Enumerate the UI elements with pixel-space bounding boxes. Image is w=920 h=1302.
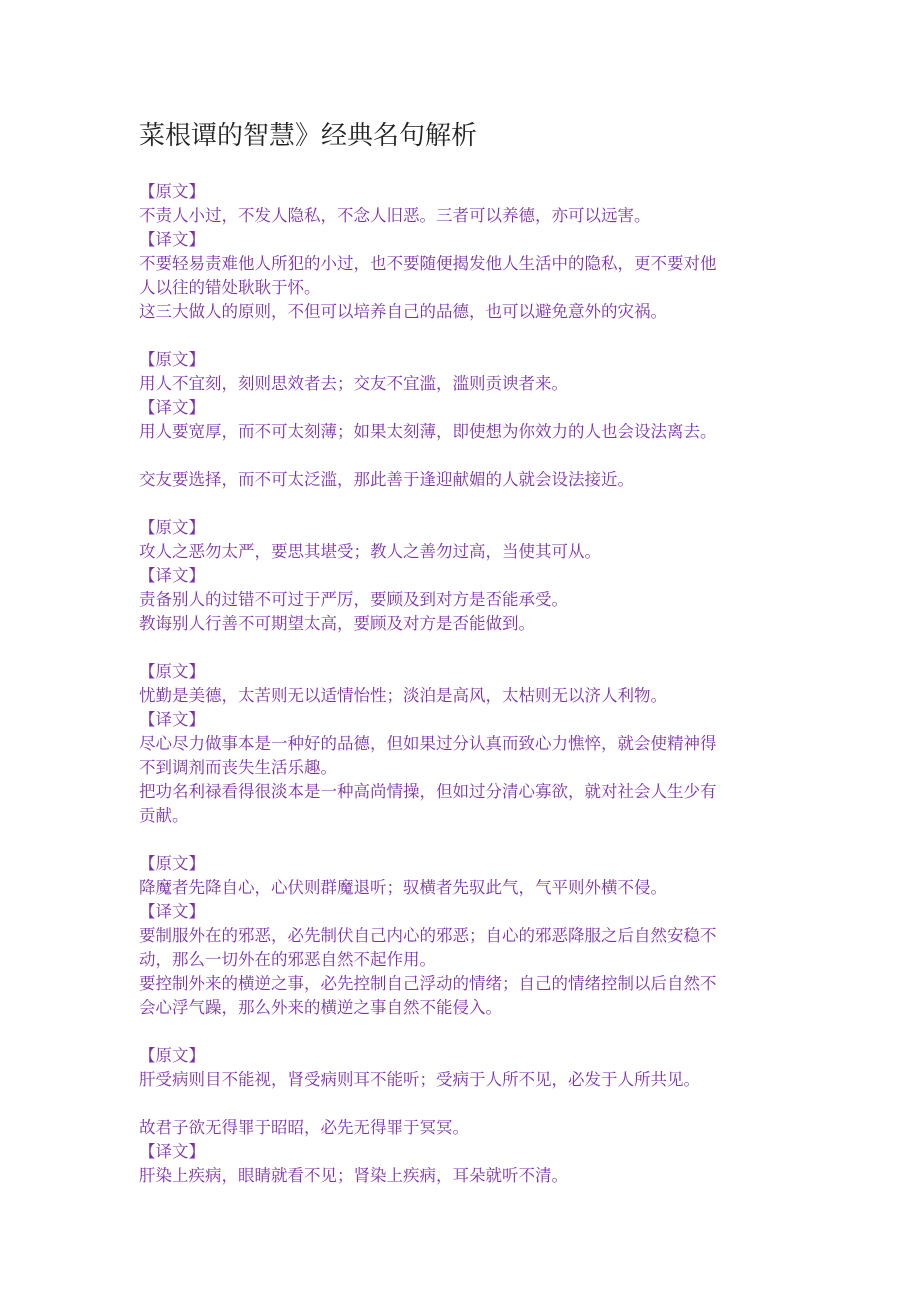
paragraph-line: 尽心尽力做事本是一种好的品德，但如果过分认真而致心力憔悴，就会使精神得	[139, 734, 717, 753]
blank-line	[139, 828, 789, 852]
paragraph-line: 不要轻易责难他人所犯的小过，也不要随便揭发他人生活中的隐私，更不要对他	[139, 254, 717, 273]
paragraph-line: 把功名利禄看得很淡本是一种高尚情操，但如过分清心寡欲，就对社会人生少有	[139, 782, 717, 801]
section-label-translation: 【译文】	[139, 398, 205, 417]
paragraph-line: 不到调剂而丧失生活乐趣。	[139, 758, 337, 777]
paragraph-line: 降魔者先降自心，心伏则群魔退听；驭横者先驭此气，气平则外横不侵。	[139, 878, 667, 897]
paragraph-line: 不责人小过，不发人隐私，不念人旧恶。三者可以养德，亦可以远害。	[139, 206, 651, 225]
paragraph-line: 肝受病则目不能视，肾受病则耳不能听；受病于人所不见，必发于人所共见。	[139, 1070, 700, 1089]
section-label-translation: 【译文】	[139, 1142, 205, 1161]
paragraph-line: 教诲别人行善不可期望太高，要顾及对方是否能做到。	[139, 614, 535, 633]
blank-line	[139, 636, 789, 660]
blank-line	[139, 1092, 789, 1116]
paragraph-line: 责备别人的过错不可过于严厉，要顾及到对方是否能承受。	[139, 590, 568, 609]
paragraph-line: 会心浮气躁，那么外来的横逆之事自然不能侵入。	[139, 998, 502, 1017]
section-label-original: 【原文】	[139, 350, 205, 369]
paragraph-line: 贡献。	[139, 806, 189, 825]
document-body	[139, 180, 789, 1188]
paragraph-line: 人以往的错处耿耿于怀。	[139, 278, 321, 297]
paragraph-line: 忧勤是美德，太苦则无以适情怡性；淡泊是高风，太枯则无以济人利物。	[139, 686, 667, 705]
paragraph-line: 要控制外来的横逆之事，必先控制自己浮动的情绪；自己的情绪控制以后自然不	[139, 974, 717, 993]
section-label-original: 【原文】	[139, 518, 205, 537]
section-label-original: 【原文】	[139, 854, 205, 873]
section-label-translation: 【译文】	[139, 710, 205, 729]
blank-line	[139, 492, 789, 516]
paragraph-line: 故君子欲无得罪于昭昭，必先无得罪于冥冥。	[139, 1118, 469, 1137]
document-title: 菜根谭的智慧》经典名句解析	[139, 121, 478, 151]
paragraph-line: 肝染上疾病，眼睛就看不见；肾染上疾病，耳朵就听不清。	[139, 1166, 568, 1185]
paragraph-line: 要制服外在的邪恶，必先制伏自己内心的邪恶；自心的邪恶降服之后自然安稳不	[139, 926, 717, 945]
blank-line	[139, 324, 789, 348]
section-label-translation: 【译文】	[139, 566, 205, 585]
blank-line	[139, 444, 789, 468]
section-label-translation: 【译文】	[139, 230, 205, 249]
section-label-original: 【原文】	[139, 1046, 205, 1065]
paragraph-line: 动，那么一切外在的邪恶自然不起作用。	[139, 950, 436, 969]
section-label-translation: 【译文】	[139, 902, 205, 921]
paragraph-line: 用人要宽厚，而不可太刻薄；如果太刻薄，即使想为你效力的人也会设法离去。	[139, 422, 717, 441]
paragraph-line: 交友要选择，而不可太泛滥，那此善于逢迎献媚的人就会设法接近。	[139, 470, 634, 489]
paragraph-line: 攻人之恶勿太严，要思其堪受；教人之善勿过高，当使其可从。	[139, 542, 601, 561]
section-label-original: 【原文】	[139, 182, 205, 201]
section-label-original: 【原文】	[139, 662, 205, 681]
blank-line	[139, 1020, 789, 1044]
paragraph-line: 用人不宜刻，刻则思效者去；交友不宜滥，滥则贡谀者来。	[139, 374, 568, 393]
paragraph-line: 这三大做人的原则，不但可以培养自己的品德，也可以避免意外的灾祸。	[139, 302, 667, 321]
